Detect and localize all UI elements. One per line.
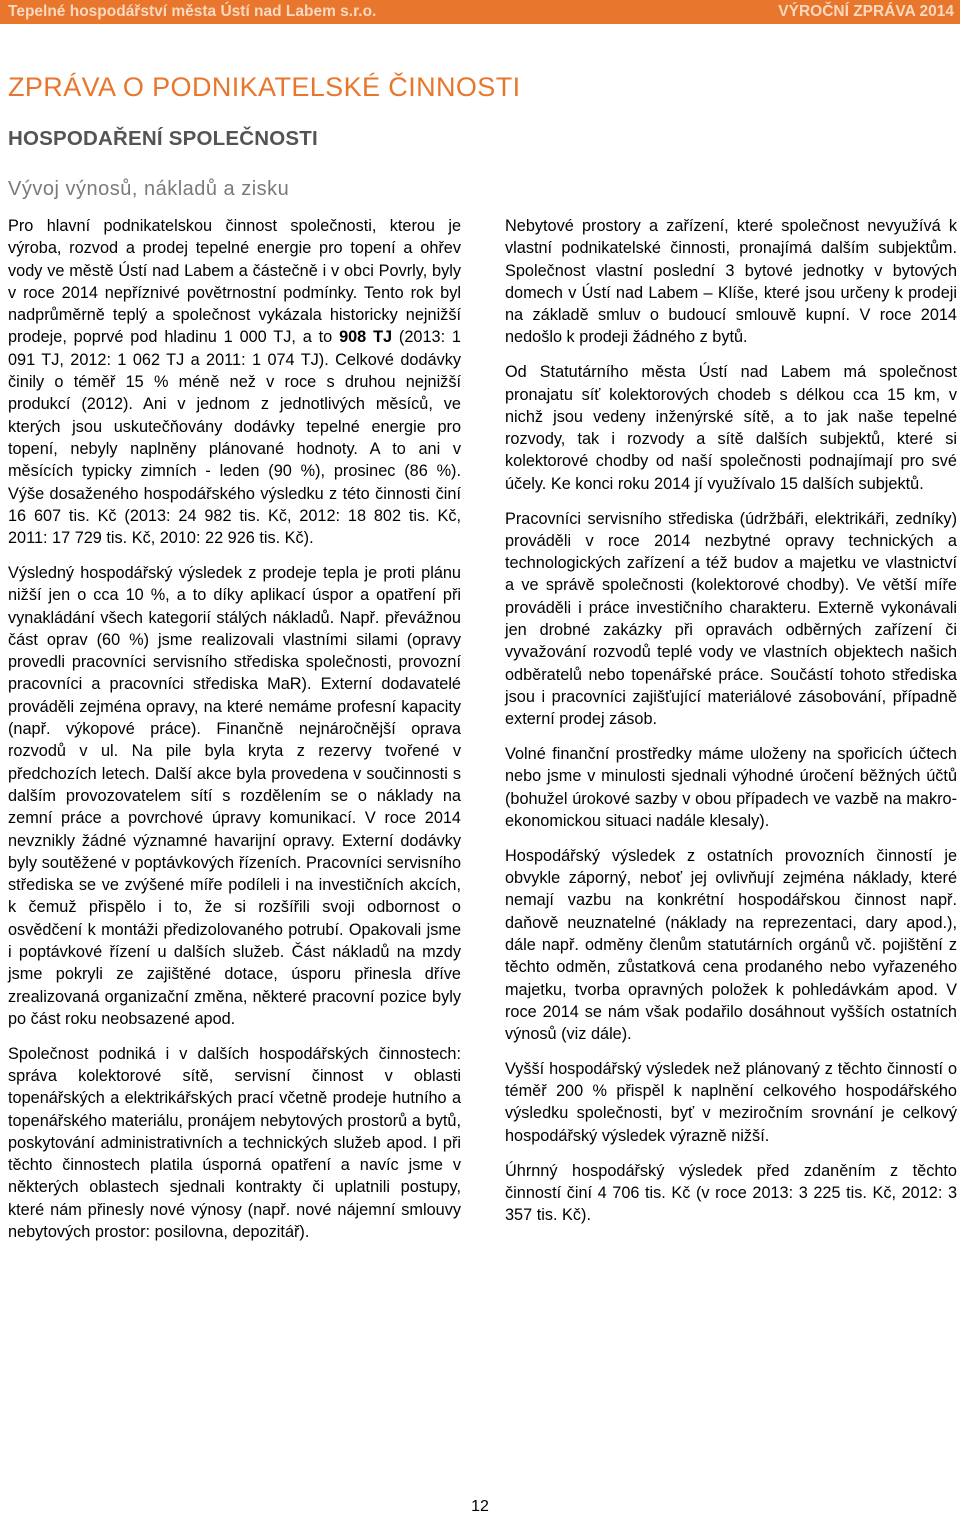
paragraph-other-operations: Hospodářský výsledek z ostatních provozních činností je obvykle záporný, neboť jej ovlivňují zejména náklady, které nemají vazbu na konkrétní hospodářskou činnost např. daňově neuznatelné (náklady na reprezentaci, dary apod.), dále např. odměny členům statutárních orgánů vč. pojištění z těchto odměn, zůstatková cena prodaného nebo vyřazeného majetku, tvorba opravných položek k pohledávkám apod. V roce 2014 se nám však podařilo dosáhnout vyšších ostatních výnosů (viz dále). xyxy=(505,846,957,1044)
right-text-column xyxy=(505,215,957,1239)
paragraph-finance: Volné finanční prostředky máme uloženy na spořicích účtech nebo jsme v minulosti sjednali výhodné úročení běžných účtů (bohužel úrokové sazby v obou případech ve vazbě na makro-ekonomickou situaci nadále klesaly). xyxy=(505,745,957,830)
bold-sales-figure: 908 TJ xyxy=(339,328,393,347)
page-header-bar xyxy=(0,0,960,24)
paragraph-savings: Výsledný hospodářský výsledek z prodeje tepla je proti plánu nižší jen o cca 10 %, a to díky aplikací úspor a opatření při vynakládání všech kategorií stálých nákladů. Např. převážnou část oprav (60 %) jsme realizovali vlastními silami (opravy provedli pracovníci servisního střediska společnosti, provozní pracovníci a pracovníci střediska MaR). Externí dodavatelé prováděli zejména opravy, na které nemáme profesní kapacity (např. výkopové práce). Finančně nejnáročnější oprava rozvodů v ul. Na pile byla kryta z rezervy tvořené v předchozích letech. Další akce byla provedena v součinnosti s dalším provozovatelem sítí s rozdělením se o náklady na zemní práce a povrchové úpravy komunikací. V roce 2014 nevznikly žádné významné havarijní opravy. Externí dodávky byly soutěžené v poptávkových řízeních. Pracovníci servisního střediska se ve zvýšené míře podíleli i na investičních akcích, k čemuž přispělo i to, že si rozšířili svoji odbornost o osvědčení k montáži předizolovaného potrubí. Opakovali jsme i poptávkové řízení u dalších služeb. Část nákladů na mzdy jsme pokryli ze zajištěné dotace, úsporu přinesla dříve zrealizovaná organizační změna, některé pracovní pozice byly po část roku neobsazené apod. xyxy=(8,563,461,1028)
left-text-column xyxy=(8,215,461,1256)
subsection-heading: Vývoj výnosů, nákladů a zisku xyxy=(8,178,290,200)
paragraph-service-center: Pracovníci servisního střediska (údržbáři, elektrikáři, zedníky) prováděli v roce 2014 nezbytné opravy technických a technologických zařízení a též budov a majetku ve vlastnictví a ve správě společnosti (kolektorové chodby). Ve větší míře prováděli i práce investičního charakteru. Externě vykonávali jen drobné zakázky při opravách odběrných zařízení či vyvažování rozvodů teplé vody ve vlastních objektech našich odběratelů nebo topenářské práce. Součástí tohoto střediska jsou i pracovníci zajišťující materiálové zásobování, případně externí prodej zásob. xyxy=(505,509,957,729)
paragraph-revenue-heat: Pro hlavní podnikatelskou činnost společnosti, kterou je výroba, rozvod a prodej tepelné energie pro topení a ohřev vody ve městě Ústí nad Labem a částečně i v obci Povrly, byly v roce 2014 nepříznivé povětrnostní podmínky. Tento rok byl nadprůměrně teplý a společnost vykázala historicky nejnižší prodeje, poprvé pod hladinu 1 000 TJ, a to 908 TJ (2013: 1 091 TJ, 2012: 1 062 TJ a 2011: 1 074 TJ). Celkové dodávky činily o téměř 15 % méně než v roce s druhou nejnižší produkcí (2012). Ani v jednom z jednotlivých měsíců, ve kterých jsou uskutečňovány dodávky tepelné energie pro topení, nebyly naplněny plánované hodnoty. A to ani v měsících typicky zimních - leden (90 %), prosinec (86 %). Výše dosaženého hospodářského výsledku z této činnosti činí 16 607 tis. Kč (2013: 24 982 tis. Kč, 2012: 18 802 tis. Kč, 2011: 17 729 tis. Kč, 2010: 22 926 tis. Kč). xyxy=(8,217,461,548)
paragraph-premises: Nebytové prostory a zařízení, které společnost nevyužívá k vlastní podnikatelské činnosti, pronajímá dalším subjektům. Společnost vlastní poslední 3 bytové jednotky v bytových domech v Ústí nad Labem – Klíše, které jsou určeny k prodeji na základě smluv o budoucí smlouvě kupní. V roce 2014 nedošlo k prodeji žádného z bytů. xyxy=(505,217,957,347)
paragraph-total-result: Úhrnný hospodářský výsledek před zdaněním z těchto činností činí 4 706 tis. Kč (v roce 2013: 3 225 tis. Kč, 2012: 3 357 tis. Kč). xyxy=(505,1161,957,1225)
paragraph-collectors: Od Statutárního města Ústí nad Labem má společnost pronajatu síť kolektorových chodeb s délkou cca 15 km, v nichž jsou vedeny inženýrské sítě, a to jak naše tepelné rozvody, tak i rozvody a sítě dalších subjektů, které si kolektorové chodby od naší společnosti podnajímají pro své účely. Ke konci roku 2014 jí využívalo 15 dalších subjektů. xyxy=(505,363,957,493)
paragraph-other-activities: Společnost podniká i v dalších hospodářských činnostech: správa kolektorové sítě, servisní činnost v oblasti topenářských a elektrikářských prací včetně prodeje hutního a topenářského materiálu, pronájem nebytových prostorů a bytů, poskytování administrativních a technických služeb apod. I při těchto činnostech platila úsporná opatření a navíc jsme v některých oblastech sjednali kontrakty či uplatnili postupy, které nám přinesly nové výnosy (např. nové nájemní smlouvy nebytových prostor: posilovna, depozitář). xyxy=(8,1044,461,1242)
page-number: 12 xyxy=(471,1498,489,1515)
section-heading: HOSPODAŘENÍ SPOLEČNOSTI xyxy=(8,127,318,150)
report-title: VÝROČNÍ ZPRÁVA 2014 xyxy=(778,3,954,20)
paragraph-higher-result: Vyšší hospodářský výsledek než plánovaný z těchto činností o téměř 200 % přispěl k naplnění celkového hospodářského výsledku společnosti, byť v meziročním srovnání je celkový hospodářský výsledek výrazně nižší. xyxy=(505,1059,957,1145)
company-name: Tepelné hospodářství města Ústí nad Labem s.r.o. xyxy=(8,3,377,20)
main-heading: ZPRÁVA O PODNIKATELSKÉ ČINNOSTI xyxy=(8,72,521,102)
